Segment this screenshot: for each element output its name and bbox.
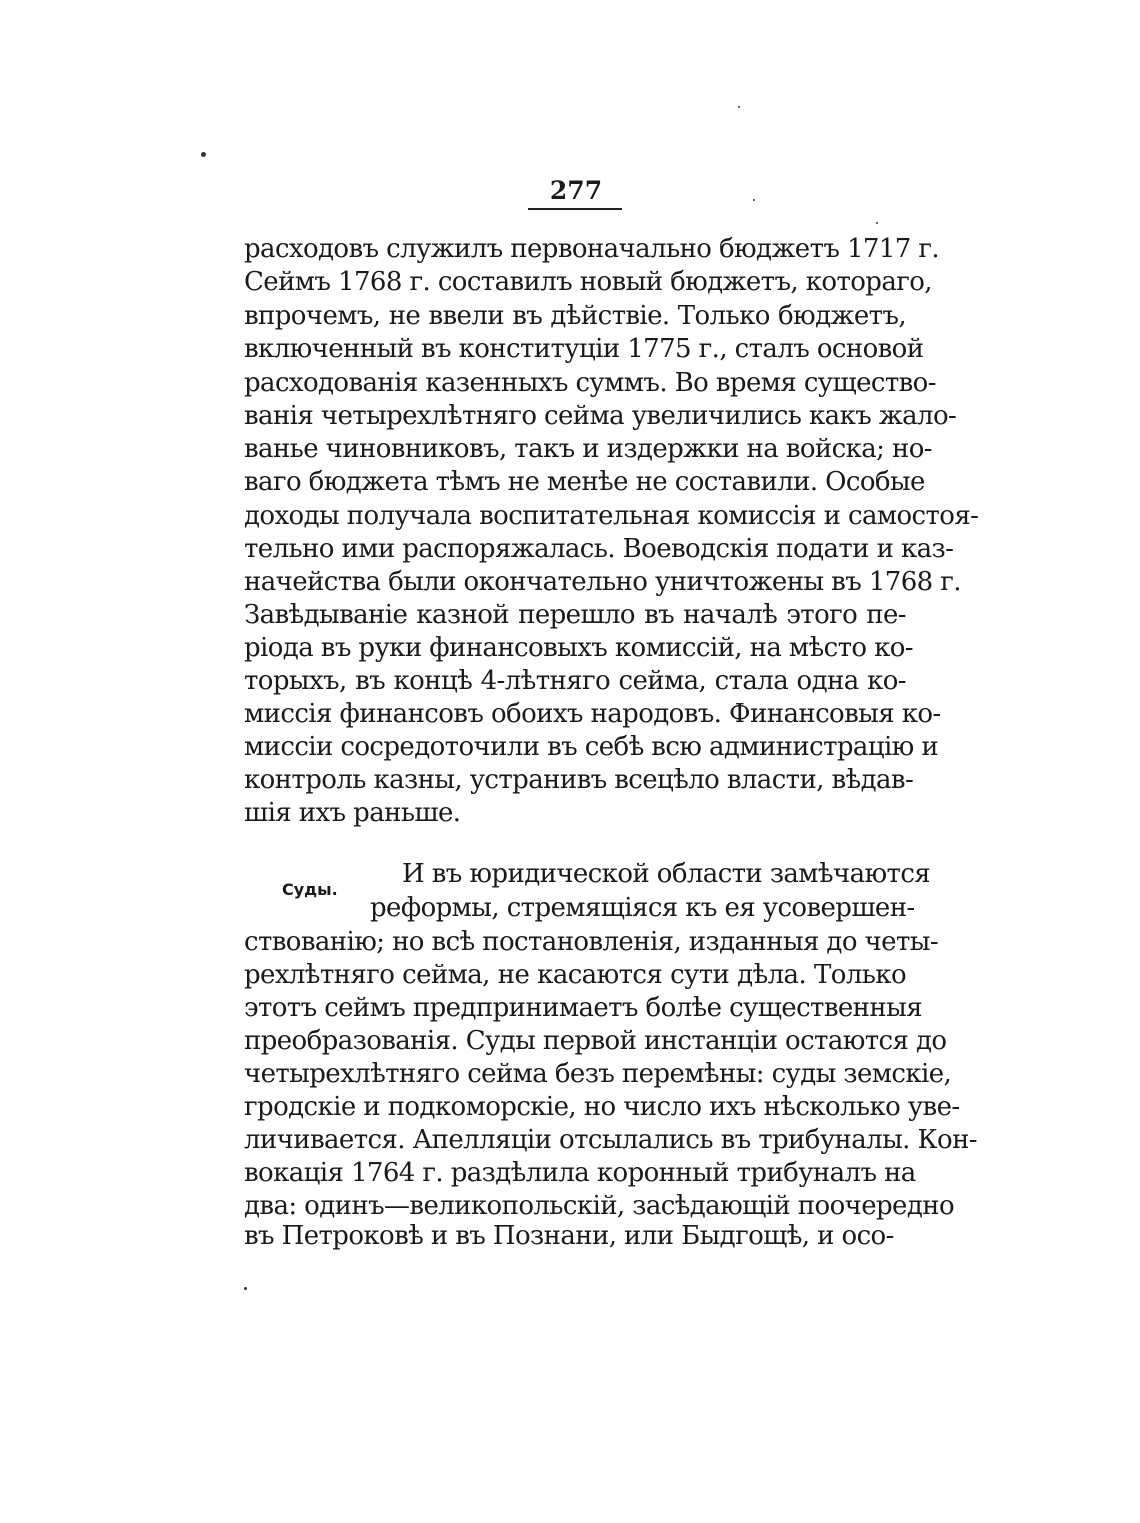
text-line: тельно ими распоряжалась. Воеводскія подати и каз- [244,534,954,564]
scan-speck [738,106,740,108]
text-line: реформы, стремящіяся къ ея усовершен- [370,893,915,923]
text-line: ванія четырехлѣтняго сейма увеличились какъ жало- [244,401,957,431]
text-line: ванье чиновниковъ, такъ и издержки на войска; но- [244,434,932,464]
text-line: Сеймъ 1768 г. составилъ новый бюджетъ, котораго, [244,267,932,297]
text-line: ствованію; но всѣ постановленія, изданныя до четы- [244,927,939,957]
text-line: преобразованія. Суды первой инстанціи остаются до [244,1026,947,1056]
text-line: рехлѣтняго сейма, не касаются сути дѣла. Только [244,960,906,990]
text-line: ваго бюджета тѣмъ не менѣе не составили. Особые [244,467,925,497]
scan-speck [201,152,206,157]
page-number: 277 [549,176,603,205]
text-line: гродскіе и подкоморскіе, но число ихъ нѣсколько уве- [244,1092,960,1122]
text-line: доходы получала воспитательная комиссія и самостоя- [244,501,979,531]
text-line: вокація 1764 г. раздѣлила коронный трибуналъ на [244,1158,916,1188]
text-line: этотъ сеймъ предпринимаетъ болѣе существенныя [244,993,923,1023]
text-line: Завѣдываніе казной перешло въ началѣ этого пе- [244,600,906,630]
text-line: ріода въ руки финансовыхъ комиссій, на мѣсто ко- [244,633,913,663]
scan-speck [876,222,878,224]
scan-speck [244,1287,247,1290]
text-line: впрочемъ, не ввели въ дѣйствіе. Только бюджетъ, [244,301,906,331]
text-line: шія ихъ раньше. [244,798,461,828]
text-line: И въ юридической области замѣчаются [402,859,931,889]
page-number-rule [528,208,622,210]
text-line: два: одинъ—великопольскій, засѣдающій поочередно [244,1191,955,1221]
text-line: торыхъ, въ концѣ 4-лѣтняго сейма, стала одна ко- [244,666,906,696]
text-line: включенный въ конституціи 1775 г., сталъ основой [244,334,924,364]
text-line: миссія финансовъ обоихъ народовъ. Финансовыя ко- [244,699,941,729]
text-line: личивается. Апелляціи отсылались въ трибуналы. Кон- [244,1125,977,1155]
margin-note: Суды. [282,880,338,899]
text-line: расходовъ служилъ первоначально бюджетъ 1717 г. [244,234,940,264]
text-line: четырехлѣтняго сейма безъ перемѣны: суды земскіе, [244,1059,952,1089]
text-line: контроль казны, устранивъ всецѣло власти, вѣдав- [244,765,914,795]
text-line: въ Петроковѣ и въ Познани, или Быдгощѣ, и осо- [244,1221,894,1251]
scan-speck [753,199,755,201]
text-line: расходованія казенныхъ суммъ. Во время существо- [244,368,936,398]
text-line: начейства были окончательно уничтожены въ 1768 г. [244,567,961,597]
text-line: миссіи сосредоточили въ себѣ всю администрацію и [244,732,939,762]
